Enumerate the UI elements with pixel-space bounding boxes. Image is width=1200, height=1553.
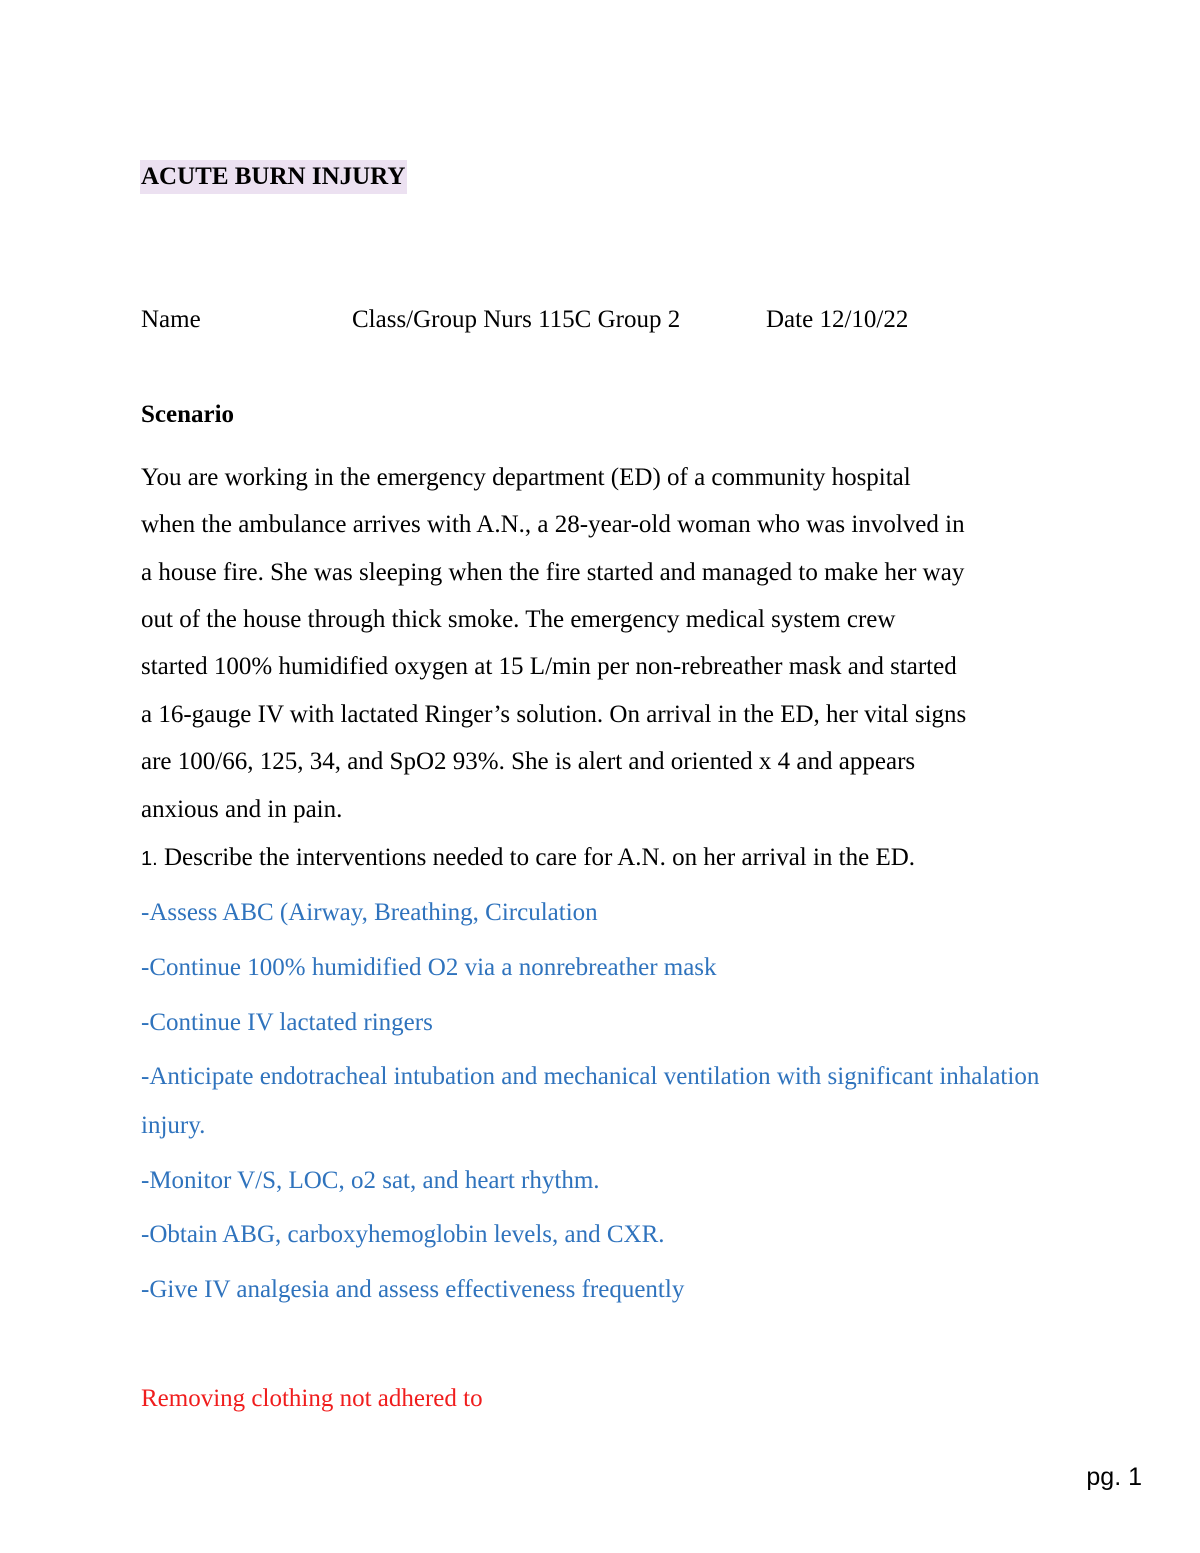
name-label: Name xyxy=(141,306,201,333)
class-group-label: Class/Group Nurs 115C Group 2 xyxy=(352,306,681,333)
scenario-line: are 100/66, 125, 34, and SpO2 93%. She is alert and oriented x 4 and appears xyxy=(141,748,916,775)
scenario-line: You are working in the emergency department (ED) of a community hospital xyxy=(141,464,911,491)
answer-line: -Continue 100% humidified O2 via a nonrebreather mask xyxy=(141,954,717,981)
scenario-line: started 100% humidified oxygen at 15 L/min per non-rebreather mask and started xyxy=(141,653,957,680)
answer-line: -Monitor V/S, LOC, o2 sat, and heart rhythm. xyxy=(141,1167,600,1194)
scenario-line: out of the house through thick smoke. The emergency medical system crew xyxy=(141,606,896,633)
document-title: ACUTE BURN INJURY xyxy=(140,160,407,194)
scenario-heading: Scenario xyxy=(141,401,235,428)
answer-line: injury. xyxy=(141,1112,206,1139)
red-note: Removing clothing not adhered to xyxy=(141,1385,483,1412)
question-text: Describe the interventions needed to care for A.N. on her arrival in the ED. xyxy=(157,844,916,871)
scenario-line: when the ambulance arrives with A.N., a 28-year-old woman who was involved in xyxy=(141,511,965,538)
scenario-line: a house fire. She was sleeping when the fire started and managed to make her way xyxy=(141,559,965,586)
scenario-line: a 16-gauge IV with lactated Ringer’s solution. On arrival in the ED, her vital signs xyxy=(141,701,967,728)
answer-line: -Continue IV lactated ringers xyxy=(141,1009,433,1036)
question-1 xyxy=(141,841,915,876)
answer-line: -Obtain ABG, carboxyhemoglobin levels, and CXR. xyxy=(141,1221,665,1248)
answer-line: -Anticipate endotracheal intubation and mechanical ventilation with significant inhalation xyxy=(141,1063,1040,1090)
date-label: Date 12/10/22 xyxy=(766,306,909,333)
answer-line: -Give IV analgesia and assess effectiveness frequently xyxy=(141,1276,685,1303)
page-number: pg. 1 xyxy=(1086,1463,1142,1491)
scenario-line: anxious and in pain. xyxy=(141,796,343,823)
question-number: 1. xyxy=(141,848,158,870)
answer-line: -Assess ABC (Airway, Breathing, Circulation xyxy=(141,899,598,926)
